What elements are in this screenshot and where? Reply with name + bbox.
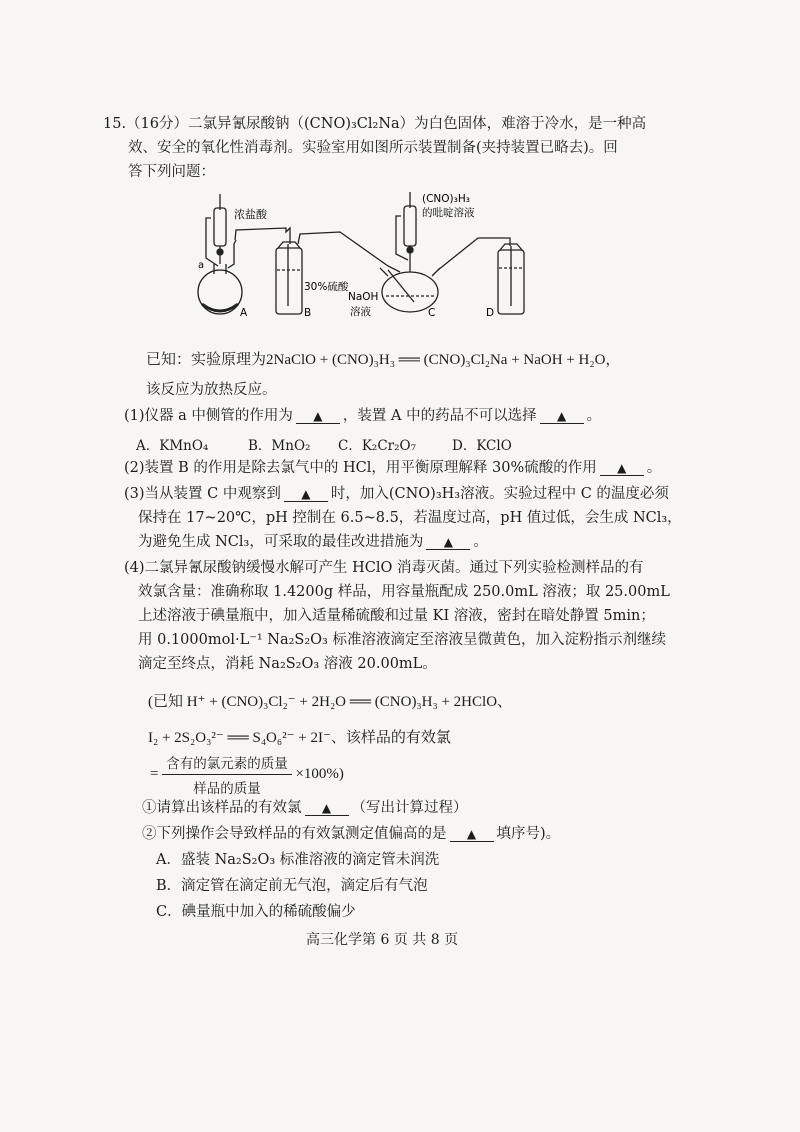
q2-text-b: 。	[646, 460, 662, 476]
answer-blank-q4-1[interactable]: ▲	[305, 801, 349, 816]
intro-line-2: 效、安全的氧化性消毒剂。实验室用如图所示装置制备(夹持装置已略去)。回	[128, 140, 618, 156]
stopcock-a	[217, 249, 223, 255]
q3-text-c: 为避免生成 NCl₃，可采取的最佳改进措施为	[138, 534, 424, 550]
label-naoh-2: 溶液	[350, 306, 371, 318]
tube-a-b	[235, 228, 290, 244]
q1-text-c: 。	[586, 408, 602, 424]
label-A: A	[240, 307, 248, 319]
funnel-a-side-tube	[206, 218, 218, 266]
funnel-c-side-tube	[396, 216, 408, 260]
q1-line	[124, 406, 601, 426]
answer-blank-q3-a[interactable]: ▲	[284, 487, 328, 502]
page-footer: 高三化学第 6 页 共 8 页	[306, 932, 459, 948]
q4-sub2-text-b: 填序号)。	[496, 826, 561, 842]
funnel-a-body	[214, 208, 226, 246]
answer-blank-q1-a[interactable]: ▲	[296, 409, 340, 424]
flask-c-inlet	[388, 270, 414, 302]
known-prefix: 已知：实验原理为	[146, 352, 267, 368]
tube-b-c	[298, 232, 400, 272]
q4-option-a: A．盛装 Na₂S₂O₃ 标准溶液的滴定管未润洗	[156, 852, 440, 868]
formula-numerator: 含有的氯元素的质量	[162, 752, 292, 775]
formula-denominator: 样品的质量	[193, 781, 261, 796]
q1-text-b: ，装置 A 中的药品不可以选择	[342, 408, 537, 424]
q4-sub1-text-a: ①请算出该样品的有效氯	[142, 800, 302, 816]
known-note: 该反应为放热反应。	[146, 382, 277, 398]
apparatus-figure	[118, 188, 538, 330]
q2-text-a: (2)装置 B 的作用是除去氯气中的 HCl，用平衡原理解释 30%硫酸的作用	[124, 460, 597, 476]
label-cno-1: (CNO)₃H₃	[422, 193, 470, 205]
q3-text-a: (3)当从装置 C 中观察到	[124, 486, 281, 502]
label-cno-2: 的吡啶溶液	[422, 207, 475, 219]
label-D: D	[486, 307, 495, 319]
q4-equation-1: (已知 H⁺ + (CNO)₃Cl₂⁻ + 2H₂O ══ (CNO)₃H₃ + 2HClO、	[148, 694, 513, 710]
formula-tail: ×100%)	[295, 765, 344, 782]
answer-blank-q4-2[interactable]: ▲	[450, 827, 494, 842]
q4-line-5: 滴定至终点，消耗 Na₂S₂O₃ 溶液 20.00mL。	[138, 656, 437, 672]
q3-text-b: 时，加入(CNO)₃H₃溶液。实验过程中 C 的温度必须	[330, 486, 669, 502]
flask-c-left-neck	[380, 268, 388, 276]
flask-a-neck	[214, 264, 226, 274]
formula-fraction	[162, 752, 292, 797]
flask-c	[382, 272, 438, 312]
q4-sub2-text-a: ②下列操作会导致样品的有效氯测定值偏高的是	[142, 826, 447, 842]
label-a: a	[198, 260, 205, 271]
q3-line-1	[124, 484, 669, 504]
q4-option-b: B．滴定管在滴定前无气泡，滴定后有气泡	[156, 878, 428, 894]
q3-text-d: 。	[473, 534, 488, 550]
q1-option-c: C．K₂Cr₂O₇	[338, 438, 417, 454]
q1-text-a: (1)仪器 a 中侧管的作用为	[124, 408, 293, 424]
q4-line-3: 上述溶液于碘量瓶中，加入适量稀硫酸和过量 KI 溶液，密封在暗处静置 5min；	[138, 608, 655, 624]
answer-blank-q1-b[interactable]: ▲	[540, 409, 584, 424]
known-equation: 2NaClO + (CNO)₃H₃ ══ (CNO)₃Cl₂Na + NaOH + H₂O，	[266, 352, 621, 368]
q4-line-1: (4)二氯异氰尿酸钠缓慢水解可产生 HClO 消毒灭菌。通过下列实验检测样品的有	[124, 560, 644, 576]
q2-line	[124, 458, 661, 478]
answer-blank-q2[interactable]: ▲	[600, 461, 644, 476]
formula-equals: =	[150, 765, 159, 782]
q4-option-c: C．碘量瓶中加入的稀硫酸偏少	[156, 904, 356, 920]
tube-c-d	[438, 238, 510, 270]
q4-equation-2: I₂ + 2S₂O₃²⁻ ══ S₄O₆²⁻ + 2I⁻、该样品的有效氯	[148, 730, 451, 746]
answer-blank-q3-b[interactable]: ▲	[426, 535, 470, 550]
known-line	[146, 348, 620, 369]
funnel-c-body	[404, 206, 416, 246]
q3-line-3	[138, 532, 488, 552]
q4-line-2: 效氯含量：准确称取 1.4200g 样品，用容量瓶配成 250.0mL 溶液；取 25.00mL	[138, 584, 670, 600]
q4-sub-1	[142, 798, 468, 818]
question-header: 15.（16分）二氯异氰尿酸钠（(CNO)₃Cl₂Na）为白色固体，难溶于冷水，是一种高	[103, 116, 647, 132]
label-hcl: 浓盐酸	[234, 208, 267, 221]
q1-option-b: B．MnO₂	[248, 438, 311, 454]
q4-sub-2	[142, 824, 560, 844]
label-B: B	[304, 307, 312, 319]
bottle-b	[276, 248, 302, 314]
bottle-b-top	[278, 242, 300, 248]
label-C: C	[428, 307, 436, 319]
intro-line-3: 答下列问题：	[128, 164, 215, 180]
flask-a-side-arm	[228, 240, 236, 268]
label-naoh-1: NaOH	[348, 291, 379, 303]
effective-chlorine-formula	[150, 752, 344, 797]
q4-sub1-text-b: （写出计算过程）	[351, 800, 468, 816]
q1-option-d: D．KClO	[452, 438, 512, 454]
label-h2so4: 30%硫酸	[304, 281, 349, 293]
q1-option-a: A．KMnO₄	[136, 438, 209, 454]
q4-line-4: 用 0.1000mol·L⁻¹ Na₂S₂O₃ 标准溶液滴定至溶液呈微黄色，加入淀粉指示剂继续	[138, 632, 666, 648]
q3-line-2: 保持在 17~20℃，pH 控制在 6.5~8.5，若温度过高，pH 值过低，会生成 NCl₃，	[138, 510, 682, 526]
stopcock-c	[407, 247, 413, 253]
